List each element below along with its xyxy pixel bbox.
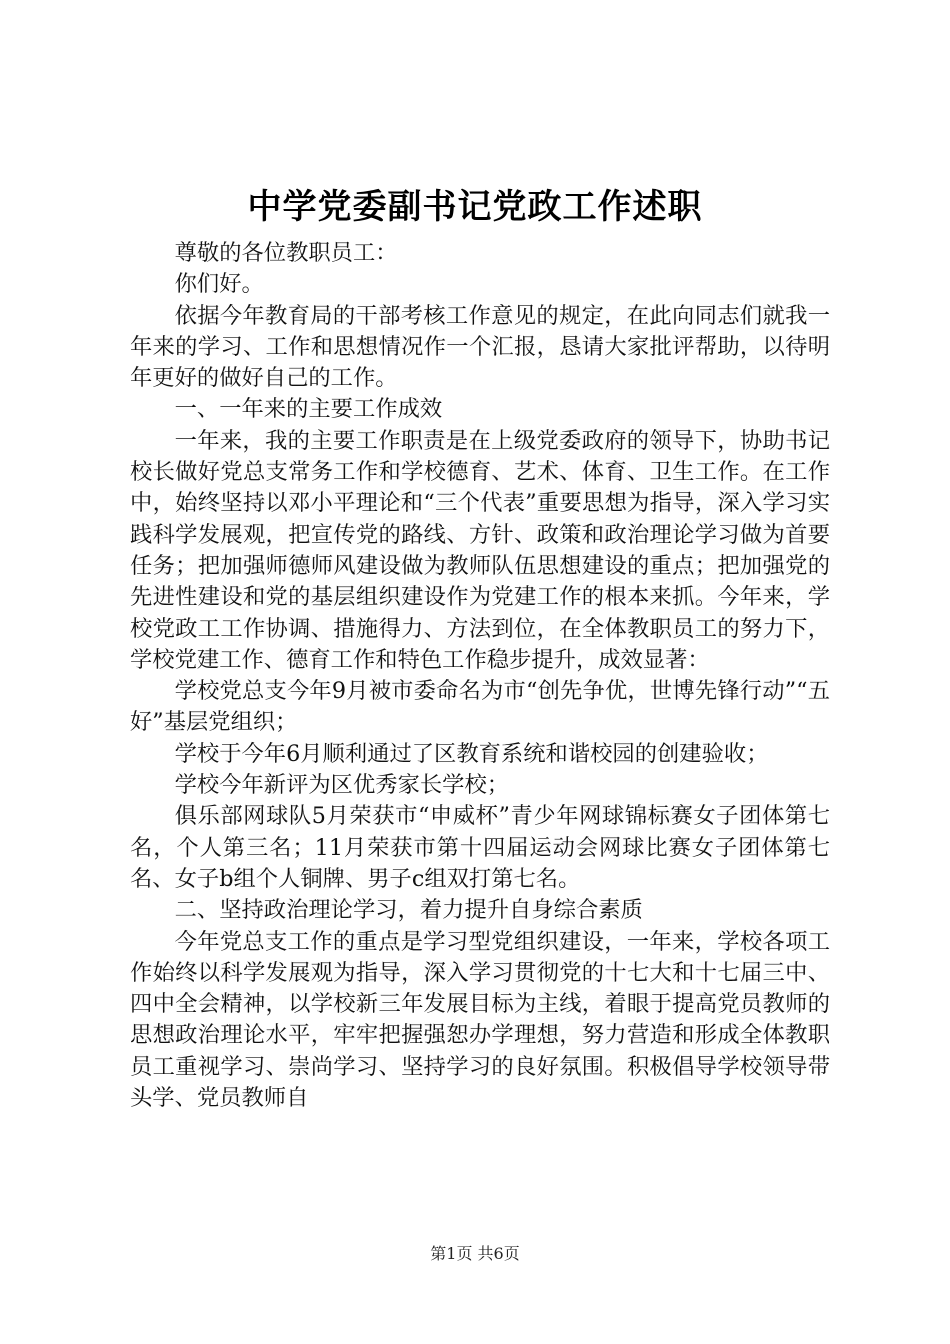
body-paragraph: 一年来，我的主要工作职责是在上级党委政府的领导下，协助书记校长做好党总支常务工作和学校德育、艺术、体育、卫生工作。在工作中，始终坚持以邓小平理论和“三个代表”重要思想为指导，深入学习实践科学发展观，把宣传党的路线、方针、政策和政治理论学习做为首要任务；把加强师德师风建设做为教师队伍思想建设的重点；把加强党的先进性建设和党的基层组织建设作为党建工作的根本来抓。今年来，学校党政工工作协调、措施得力、方法到位，在全体教职员工的努力下，学校党建工作、德育工作和特色工作稳步提升，成效显著：	[130, 427, 830, 673]
achievement-item: 学校今年新评为区优秀家长学校；	[174, 772, 510, 799]
section-heading-1: 一、一年来的主要工作成效	[174, 396, 443, 423]
achievement-item: 学校党总支今年9月被市委命名为市“创先争优，世博先锋行动”“五好”基层党组织；	[130, 678, 830, 736]
section-heading-2: 二、坚持政治理论学习，着力提升自身综合素质	[174, 897, 643, 924]
page-number: 第1页 共6页	[430, 1244, 520, 1263]
greeting: 你们好。	[174, 271, 264, 298]
body-paragraph: 今年党总支工作的重点是学习型党组织建设，一年来，学校各项工作始终以科学发展观为指导，深入学习贯彻党的十七大和十七届三中、四中全会精神，以学校新三年发展目标为主线，着眼于提高党员教师的思想政治理论水平，牢牢把握强恕办学理想，努力营造和形成全体教职员工重视学习、崇尚学习、坚持学习的良好氛围。积极倡导学校领导带头学、党员教师自	[130, 928, 830, 1112]
intro-paragraph: 依据今年教育局的干部考核工作意见的规定，在此向同志们就我一年来的学习、工作和思想情况作一个汇报，恳请大家批评帮助，以待明年更好的做好自己的工作。	[130, 302, 830, 392]
document-title: 中学党委副书记党政工作述职	[247, 187, 703, 227]
salutation: 尊敬的各位教职员工：	[174, 240, 398, 266]
achievement-item: 俱乐部网球队5月荣获市“申威杯”青少年网球锦标赛女子团体第七名，个人第三名；11月荣获市第十四届运动会网球比赛女子团体第七名、女子b组个人铜牌、男子c组双打第七名。	[130, 803, 830, 892]
achievement-item: 学校于今年6月顺利通过了区教育系统和谐校园的创建验收；	[174, 740, 769, 767]
document-body	[130, 238, 830, 1114]
